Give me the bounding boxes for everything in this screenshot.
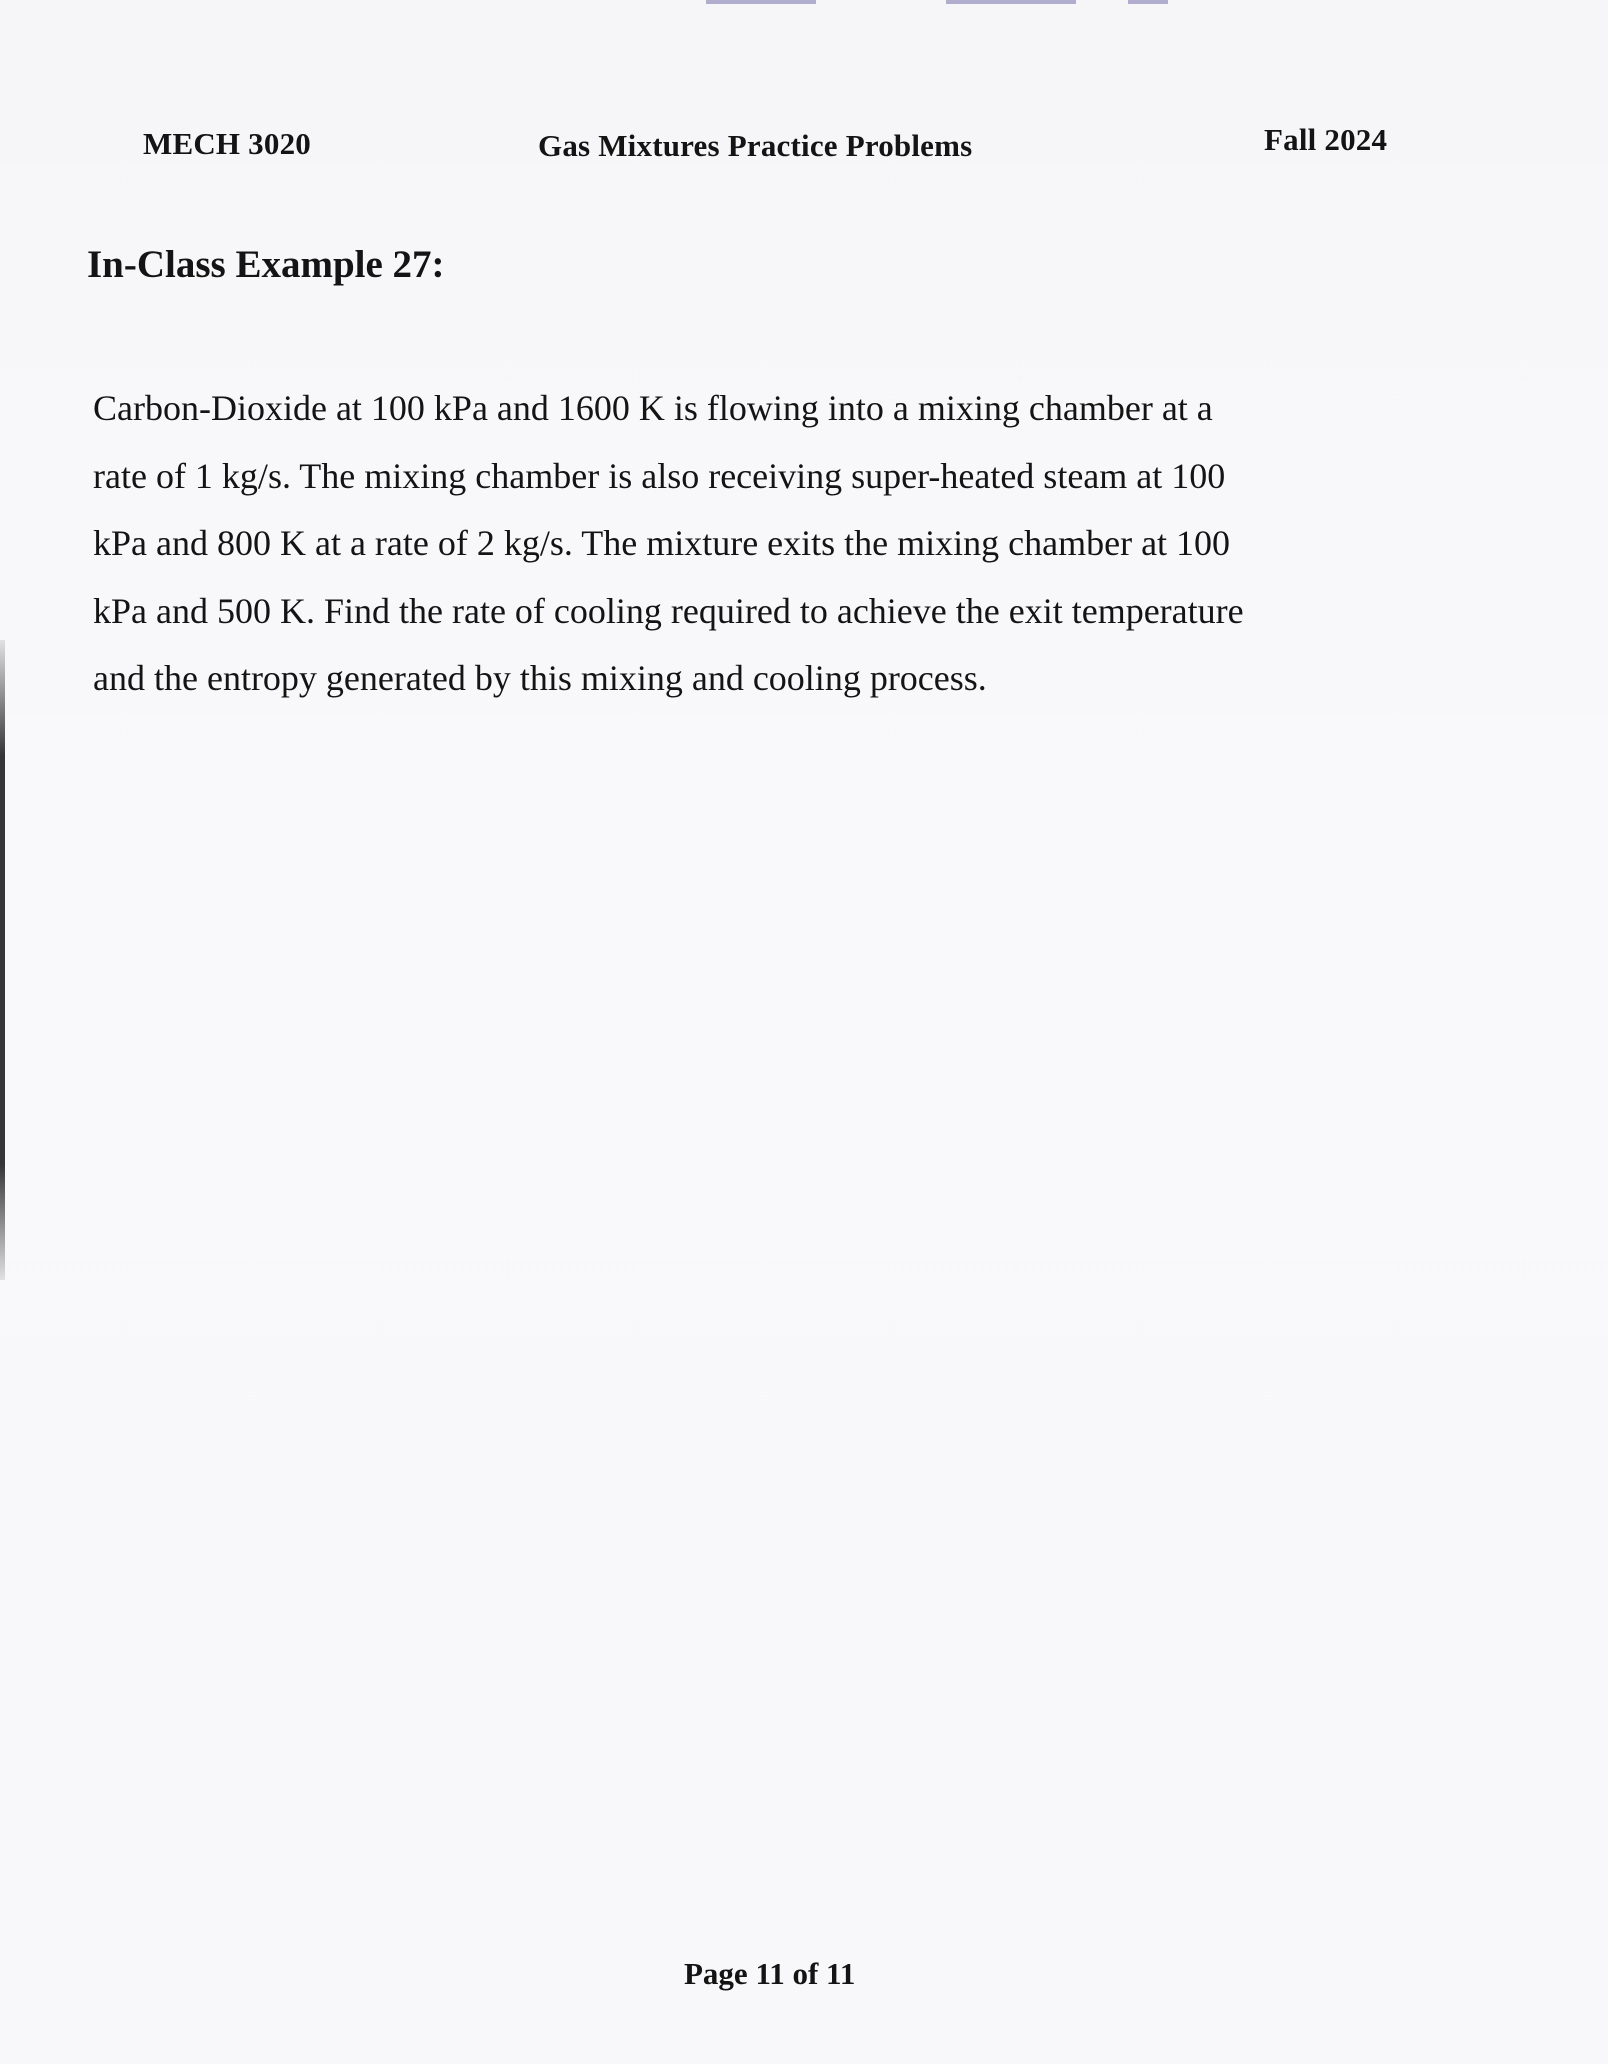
scan-artifact-mark [1128, 0, 1168, 4]
problem-statement [93, 375, 1513, 713]
problem-line: and the entropy generated by this mixing and cooling process. [93, 658, 987, 698]
document-title: Gas Mixtures Practice Problems [538, 128, 973, 163]
example-heading: In-Class Example 27: [87, 243, 445, 286]
page-number: Page 11 of 11 [684, 1956, 856, 1991]
course-code: MECH 3020 [143, 126, 311, 161]
scan-shadow-edge [0, 640, 5, 1280]
scan-artifact-mark [706, 0, 816, 4]
problem-line: Carbon-Dioxide at 100 kPa and 1600 K is flowing into a mixing chamber at a [93, 388, 1213, 428]
problem-line: rate of 1 kg/s. The mixing chamber is also receiving super-heated steam at 100 [93, 455, 1226, 496]
problem-line: kPa and 800 K at a rate of 2 kg/s. The mixture exits the mixing chamber at 100 [93, 523, 1231, 563]
scan-artifact-mark [946, 0, 1076, 4]
problem-line: kPa and 500 K. Find the rate of cooling required to achieve the exit temperature [93, 590, 1244, 631]
term-label: Fall 2024 [1264, 122, 1388, 157]
